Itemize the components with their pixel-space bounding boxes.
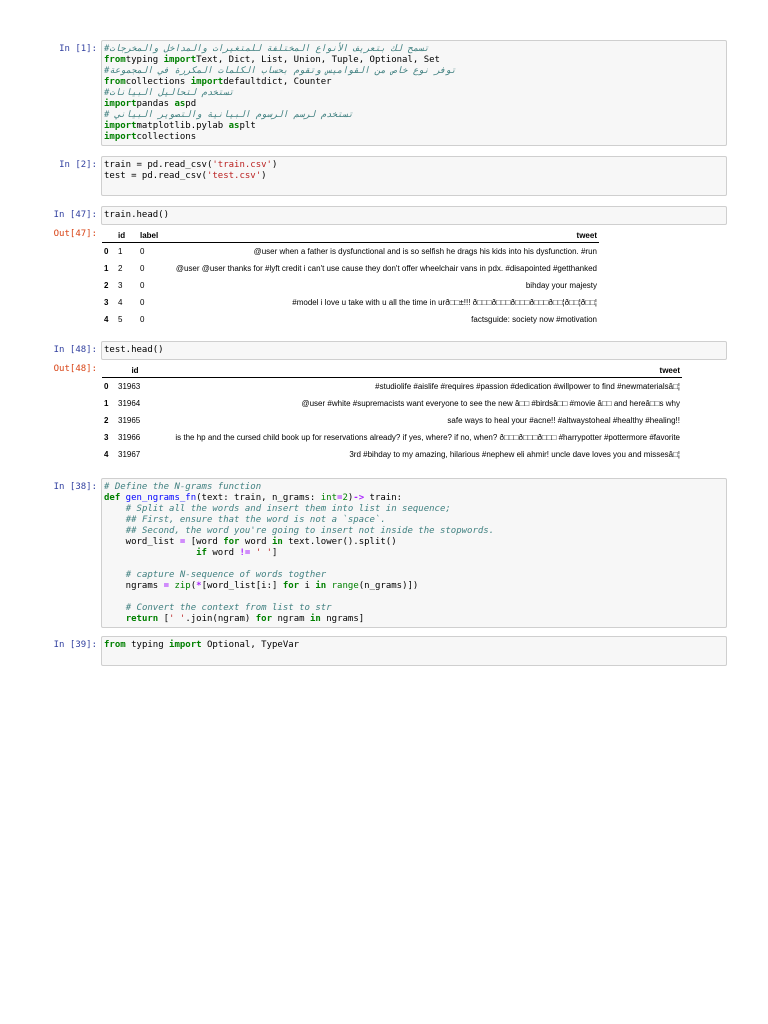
code-token: تسمح لك بتعريف الأنواع المختلفة للمتغيرات والمداخل والمخرجات# <box>104 44 430 54</box>
code-token: word <box>206 548 240 558</box>
code-line <box>104 515 724 526</box>
value-cell: 31967 <box>118 450 141 459</box>
code-token: collections <box>125 77 191 87</box>
code-line <box>104 132 724 143</box>
value-cell: 31964 <box>118 399 141 408</box>
code-token: (n_grams)]) <box>358 581 419 591</box>
code-line <box>104 66 724 77</box>
code-line <box>104 345 724 356</box>
code-line <box>104 55 724 66</box>
tweet-cell: @user when a father is dysfunctional and is so selfish he drags his kids into his dysfunction. #run <box>253 247 597 256</box>
row-index: 3 <box>104 298 109 307</box>
code-token: ] <box>272 548 278 558</box>
code-line <box>104 210 724 221</box>
code-input[interactable] <box>101 156 727 196</box>
value-cell: 0 <box>140 298 145 307</box>
code-line <box>104 493 724 504</box>
table-row <box>102 378 682 396</box>
code-token: from <box>104 55 126 65</box>
value-cell: 3 <box>118 281 123 290</box>
code-token: typing <box>125 640 170 650</box>
input-prompt: In [38]: <box>53 482 97 492</box>
tweet-cell: @user @user thanks for #lyft credit i can't use cause they don't offer wheelchair vans in pdx. #disapointed #getthanked <box>175 264 597 273</box>
code-token: range <box>331 581 359 591</box>
code-token: [word <box>185 537 224 547</box>
code-line <box>104 171 724 182</box>
code-token: as <box>174 99 186 109</box>
code-token: defaultdict, Counter <box>223 77 332 87</box>
code-token: test = pd.read_csv( <box>104 171 207 181</box>
code-token: # Split all the words and insert them into list in sequence; <box>125 504 451 514</box>
code-token: ' ' <box>169 614 186 624</box>
code-token: ) <box>261 171 267 181</box>
code-token: return <box>125 614 159 624</box>
code-input[interactable] <box>101 478 727 628</box>
column-header-label: label <box>138 228 170 243</box>
code-line <box>104 160 724 171</box>
code-token: gen_ngrams_fn <box>120 493 197 503</box>
code-token <box>104 570 126 580</box>
value-cell: 5 <box>118 315 123 324</box>
code-token: = <box>337 493 343 503</box>
code-line <box>104 581 724 592</box>
code-token: import <box>104 121 137 131</box>
code-token: in <box>309 614 321 624</box>
code-token: in <box>315 581 327 591</box>
code-token <box>104 515 126 525</box>
code-token: تستخدم لرسم الرسوم البيانية والتصوير البياني # <box>104 110 354 120</box>
code-token: # Convert the context from list to str <box>125 603 332 613</box>
code-token: word <box>239 537 272 547</box>
code-token <box>104 504 126 514</box>
tweet-cell: safe ways to heal your #acne!! #altwaystoheal #healthy #healing!! <box>447 416 680 425</box>
code-token: train.head() <box>104 210 170 220</box>
code-line <box>104 44 724 55</box>
code-token: = <box>179 537 186 547</box>
code-line <box>104 504 724 515</box>
code-line <box>104 559 724 570</box>
value-cell: 2 <box>118 264 123 273</box>
code-line <box>104 99 724 110</box>
dataframe-train <box>102 228 599 328</box>
code-input[interactable] <box>101 341 727 360</box>
code-token: # Define the N-grams function <box>104 482 262 492</box>
index-header <box>102 228 116 243</box>
code-token: 2 <box>342 493 348 503</box>
column-header-id: id <box>116 363 154 378</box>
table-row <box>102 260 599 277</box>
table-header-row <box>102 363 682 378</box>
code-token: in <box>272 537 283 547</box>
tweet-cell: bihday your majesty <box>525 281 597 290</box>
value-cell: 0 <box>140 247 145 256</box>
code-token: word_list <box>104 537 180 547</box>
code-token: Text, Dict, List, Union, Tuple, Optional, Set <box>196 55 440 65</box>
code-token: import <box>169 640 202 650</box>
output-prompt: Out[47]: <box>53 229 97 239</box>
code-token: ' ' <box>255 548 273 558</box>
code-block <box>102 479 726 628</box>
input-prompt: In [2]: <box>59 160 97 170</box>
input-prompt: In [39]: <box>53 640 97 650</box>
row-index: 2 <box>104 416 109 425</box>
input-prompt: In [48]: <box>53 345 97 355</box>
code-token: توفر نوع خاص من القواميس وتقوم بحساب الكلمات المكررة في المجموعة# <box>104 66 457 76</box>
table-row <box>102 412 682 429</box>
code-line <box>104 526 724 537</box>
code-token: ngrams <box>104 581 164 591</box>
code-token: import <box>104 132 137 142</box>
code-token: pd <box>185 99 197 109</box>
tweet-cell: factsguide: society now #motivation <box>471 315 597 324</box>
code-token: matplotlib.pylab <box>136 121 229 131</box>
code-line <box>104 603 724 614</box>
code-token: collections <box>136 132 197 142</box>
code-token: * <box>196 581 202 591</box>
code-token <box>104 603 126 613</box>
code-line <box>104 614 724 625</box>
tweet-cell: #studiolife #aislife #requires #passion #dedication #willpower to find #newmaterialsâ□¦ <box>375 382 680 391</box>
column-header-tweet: tweet <box>170 228 599 243</box>
tweet-cell: 3rd #bihday to my amazing, hilarious #nephew eli ahmir! uncle dave loves you and missesâ□¦ <box>349 450 680 459</box>
code-token: pandas <box>136 99 175 109</box>
code-token: zip <box>174 581 191 591</box>
code-token: تستخدم لتحاليل البيانات# <box>104 88 235 98</box>
code-token: .join(ngram) <box>185 614 256 624</box>
value-cell: 31963 <box>118 382 141 391</box>
code-token: test.head() <box>104 345 164 355</box>
code-token: (text: train, n_grams: <box>196 493 321 503</box>
code-token: ## First, ensure that the word is not a `space`. <box>125 515 386 525</box>
code-input[interactable] <box>101 206 727 225</box>
code-line <box>104 570 724 581</box>
code-token: ngram <box>272 614 310 624</box>
table-row <box>102 395 682 412</box>
code-line <box>104 537 724 548</box>
code-token: i <box>299 581 316 591</box>
row-index: 1 <box>104 399 109 408</box>
code-token: [word_list[i:] <box>201 581 283 591</box>
index-header <box>102 363 116 378</box>
tweet-cell: @user #white #supremacists want everyone to see the new â□□ #birdsâ□□ #movie â□□ and hereâ□□s why <box>301 399 680 408</box>
code-token: for <box>223 537 240 547</box>
value-cell: 1 <box>118 247 123 256</box>
code-line <box>104 77 724 88</box>
code-line <box>104 88 724 99</box>
row-index: 0 <box>104 247 109 256</box>
code-block <box>102 342 726 359</box>
tweet-cell: #model i love u take with u all the time in urð□□±!!! ð□□□ð□□□ð□□□ð□□□ð□□¦ð□□¦ð□□¦ <box>292 298 597 307</box>
code-token: from <box>104 640 126 650</box>
input-prompt: In [1]: <box>59 44 97 54</box>
code-token: ( <box>190 581 197 591</box>
value-cell: 4 <box>118 298 123 307</box>
code-block <box>102 637 726 654</box>
code-token: import <box>163 55 197 65</box>
code-token: 'test.csv' <box>206 171 262 181</box>
code-token: Optional, TypeVar <box>201 640 300 650</box>
code-token: ) <box>347 493 354 503</box>
code-token: ngrams] <box>320 614 365 624</box>
dataframe-test <box>102 363 682 463</box>
table-row <box>102 429 682 446</box>
row-index: 2 <box>104 281 109 290</box>
code-line <box>104 640 724 651</box>
code-token: train: <box>364 493 403 503</box>
code-token: for <box>282 581 300 591</box>
row-index: 4 <box>104 315 109 324</box>
code-block <box>102 157 726 185</box>
code-token: as <box>228 121 240 131</box>
code-token: def <box>104 493 121 503</box>
code-token: for <box>255 614 273 624</box>
code-token: typing <box>125 55 164 65</box>
code-input[interactable] <box>101 636 727 666</box>
code-token: plt <box>239 121 256 131</box>
table-row <box>102 446 682 463</box>
row-index: 4 <box>104 450 109 459</box>
value-cell: 0 <box>140 264 145 273</box>
code-token: train = pd.read_csv( <box>104 160 213 170</box>
code-token: # capture N-sequence of words togther <box>125 570 327 580</box>
code-token: ) <box>271 160 278 170</box>
row-index: 0 <box>104 382 109 391</box>
code-token: ## Second, the word you're going to insert not inside the stopwords. <box>125 526 495 536</box>
table-row <box>102 243 599 261</box>
code-token: if <box>196 548 207 558</box>
code-token <box>104 548 196 558</box>
code-block <box>102 207 726 224</box>
code-token <box>104 614 126 624</box>
code-token: != <box>239 548 251 558</box>
row-index: 1 <box>104 264 109 273</box>
table-header-row <box>102 228 599 243</box>
test-rows <box>102 378 682 464</box>
code-token: = <box>163 581 170 591</box>
column-header-id: id <box>116 228 138 243</box>
code-line <box>104 548 724 559</box>
table-row <box>102 277 599 294</box>
train-rows <box>102 243 599 329</box>
code-block <box>102 41 726 146</box>
table-row <box>102 311 599 328</box>
row-index: 3 <box>104 433 109 442</box>
code-token: [ <box>158 614 170 624</box>
code-token <box>104 526 126 536</box>
value-cell: 31966 <box>118 433 141 442</box>
code-line <box>104 592 724 603</box>
column-header-tweet: tweet <box>154 363 682 378</box>
value-cell: 0 <box>140 315 145 324</box>
tweet-cell: is the hp and the cursed child book up for reservations already? if yes, where? if no, when? ð□□□ð□□□ð□□□ #harrypotter #pottermore #favorite <box>175 433 680 442</box>
code-line <box>104 110 724 121</box>
output-prompt: Out[48]: <box>53 364 97 374</box>
code-token: text.lower().split() <box>282 537 397 547</box>
code-token: import <box>190 77 224 87</box>
table-row <box>102 294 599 311</box>
input-prompt: In [47]: <box>53 210 97 220</box>
code-token: int <box>320 493 338 503</box>
value-cell: 0 <box>140 281 145 290</box>
code-token: import <box>104 99 137 109</box>
value-cell: 31965 <box>118 416 141 425</box>
code-token: 'train.csv' <box>212 160 272 170</box>
code-line <box>104 121 724 132</box>
code-token: from <box>104 77 126 87</box>
code-input[interactable] <box>101 40 727 146</box>
code-line <box>104 482 724 493</box>
code-token: -> <box>353 493 365 503</box>
